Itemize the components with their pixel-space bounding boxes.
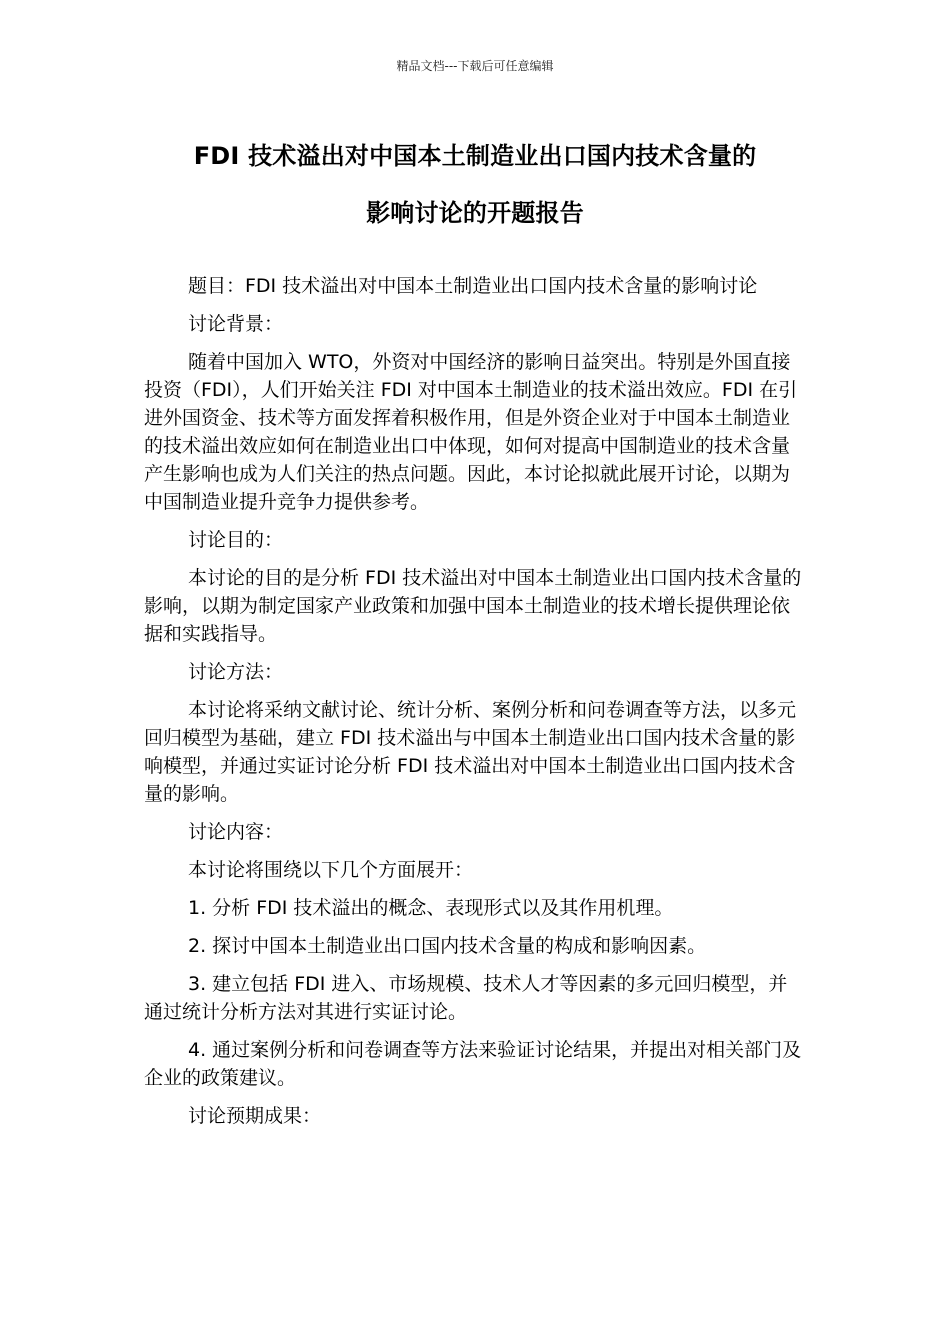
heading-content: 讨论内容： <box>188 821 284 843</box>
heading-method: 讨论方法： <box>188 661 284 683</box>
heading-expected-results: 讨论预期成果： <box>188 1105 322 1127</box>
document-title-line-1: FDI 技术溢出对中国本土制造业出口国内技术含量的 <box>193 142 757 170</box>
paragraph-topic: 题目：FDI 技术溢出对中国本土制造业出口国内技术含量的影响讨论 <box>188 275 758 297</box>
paragraph-background: 随着中国加入 WTO，外资对中国经济的影响日益突出。特别是外国直接投资（FDI），人们开始关注 FDI 对中国本土制造业的技术溢出效应。FDI 在引进外国资金、技术等方面发挥着积极作用，但是外资企业对于中国本土制造业的技术溢出效应如何在制造业出口中体现，如何对提高中国制造业的技术含量产生影响也成为人们关注的热点问题。因此，本讨论拟就此展开讨论，以期为中国制造业提升竞争力提供参考。 <box>144 351 798 513</box>
list-item-4: 4. 通过案例分析和问卷调查等方法来验证讨论结果，并提出对相关部门及企业的政策建议。 <box>144 1039 802 1089</box>
paragraph-content-intro: 本讨论将围绕以下几个方面展开： <box>188 859 474 881</box>
paragraph-method: 本讨论将采纳文献讨论、统计分析、案例分析和问卷调查等方法，以多元回归模型为基础，建立 FDI 技术溢出与中国本土制造业出口国内技术含量的影响模型，并通过实证讨论分析 FDI 技术溢出对中国本土制造业出口国内技术含量的影响。 <box>144 699 797 805</box>
document-body <box>144 272 804 1140</box>
header-note: 精品文档---下载后可任意编辑 <box>396 59 554 73</box>
list-item-1: 1. 分析 FDI 技术溢出的概念、表现形式以及其作用机理。 <box>188 897 674 919</box>
list-item-3: 3. 建立包括 FDI 进入、市场规模、技术人才等因素的多元回归模型，并通过统计分析方法对其进行实证讨论。 <box>144 973 788 1023</box>
heading-background: 讨论背景： <box>188 313 284 335</box>
document-title-line-2: 影响讨论的开题报告 <box>366 199 584 227</box>
paragraph-purpose: 本讨论的目的是分析 FDI 技术溢出对中国本土制造业出口国内技术含量的影响，以期为制定国家产业政策和加强中国本土制造业的技术增长提供理论依据和实践指导。 <box>144 567 802 645</box>
list-item-2: 2. 探讨中国本土制造业出口国内技术含量的构成和影响因素。 <box>188 935 707 957</box>
heading-purpose: 讨论目的： <box>188 529 284 551</box>
